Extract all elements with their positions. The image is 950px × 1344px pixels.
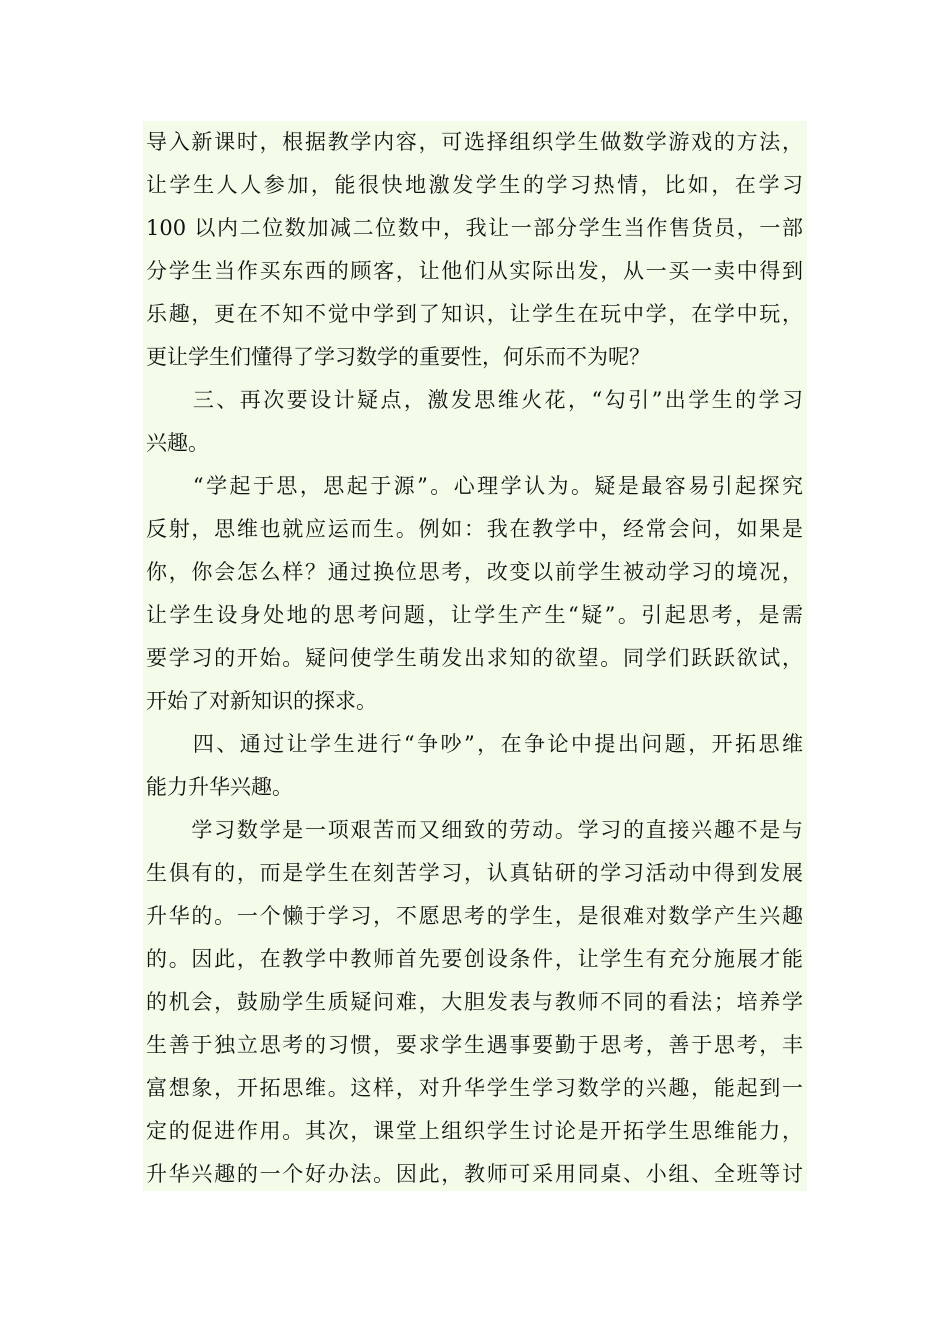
text-line: 生善于独立思考的习惯，要求学生遇事要勤于思考，善于思考，丰 [146,1033,803,1057]
text-line: “学起于思，思起于源”。心理学认为。疑是最容易引起探究 [146,474,803,498]
text-line: 兴趣。 [146,431,209,455]
text-line: 让学生设身处地的思考问题，让学生产生“疑”。引起思考，是需 [146,603,803,627]
text-line: 能力升华兴趣。 [146,775,293,799]
text-line: 分学生当作买东西的顾客，让他们从实际出发，从一买一卖中得到 [146,259,803,283]
text-line: 生俱有的，而是学生在刻苦学习，认真钻研的学习活动中得到发展 [146,861,803,885]
text-line: 升华兴趣的一个好办法。因此，教师可采用同桌、小组、全班等讨 [146,1162,803,1186]
text-line: 富想象，开拓思维。这样，对升华学生学习数学的兴趣，能起到一 [146,1076,803,1100]
text-line: 三、再次要设计疑点，激发思维火花，“勾引”出学生的学习 [146,388,803,412]
highlighted-text-block [143,121,807,1191]
text-line: 定的促进作用。其次，课堂上组织学生讨论是开拓学生思维能力， [146,1119,803,1143]
text-line: 开始了对新知识的探求。 [146,689,377,713]
text-line: 你，你会怎么样？通过换位思考，改变以前学生被动学习的境况， [146,560,803,584]
text-line: 四、通过让学生进行“争吵”，在争论中提出问题，开拓思维 [146,732,803,756]
text-line: 导入新课时，根据教学内容，可选择组织学生做数学游戏的方法， [146,130,803,154]
text-line: 升华的。一个懒于学习，不愿思考的学生，是很难对数学产生兴趣 [146,904,803,928]
text-line: 乐趣，更在不知不觉中学到了知识，让学生在玩中学，在学中玩， [146,302,803,326]
text-line: 学习数学是一项艰苦而又细致的劳动。学习的直接兴趣不是与 [146,818,803,842]
text-line: 更让学生们懂得了学习数学的重要性，何乐而不为呢？ [146,345,650,369]
text-line: 反射，思维也就应运而生。例如：我在教学中，经常会问，如果是 [146,517,803,541]
text-line: 让学生人人参加，能很快地激发学生的学习热情，比如，在学习 [146,173,803,197]
text-line: 的机会，鼓励学生质疑问难，大胆发表与教师不同的看法；培养学 [146,990,803,1014]
text-line: 的。因此，在教学中教师首先要创设条件，让学生有充分施展才能 [146,947,803,971]
text-line: 100 以内二位数加减二位数中，我让一部分学生当作售货员，一部 [146,216,803,240]
text-line: 要学习的开始。疑问使学生萌发出求知的欲望。同学们跃跃欲试， [146,646,803,670]
